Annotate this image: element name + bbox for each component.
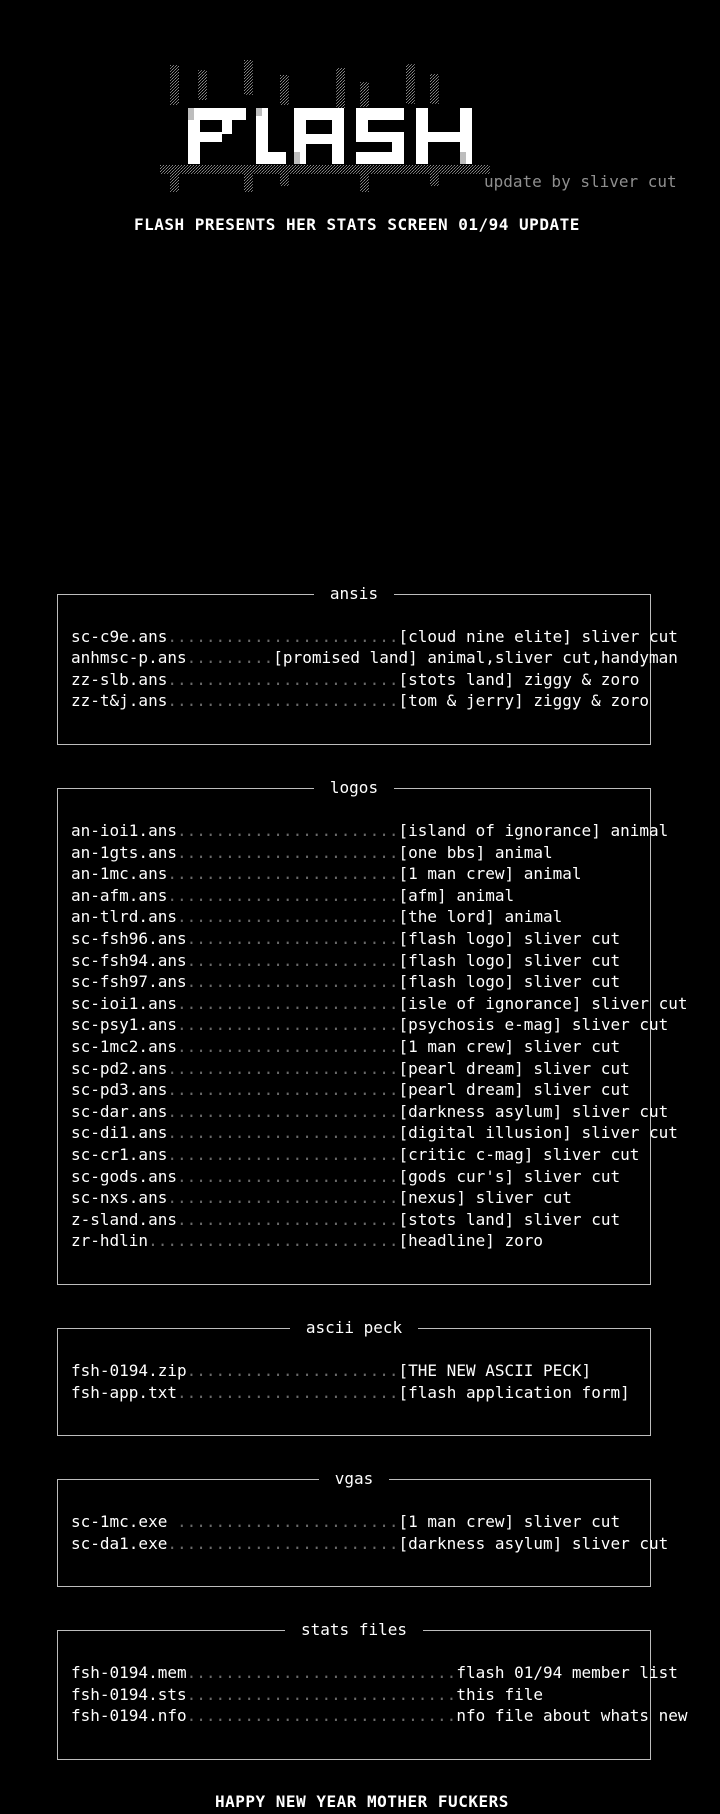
- list-item: [71, 821, 668, 841]
- file-name: zz-t&j.ans: [71, 691, 168, 710]
- file-name: an-1mc.ans: [71, 864, 168, 883]
- leader-dots: .........: [186, 648, 274, 667]
- list-item: [71, 972, 620, 992]
- leader-dots: ......................: [186, 951, 399, 970]
- file-name: fsh-0194.zip: [71, 1361, 187, 1380]
- file-description: [nexus] sliver cut: [398, 1188, 572, 1207]
- section-ansis: [57, 584, 678, 745]
- file-description: [pearl dream] sliver cut: [398, 1059, 630, 1078]
- list-item: [71, 843, 553, 863]
- file-description: [one bbs] animal: [398, 843, 553, 862]
- file-description: [flash logo] sliver cut: [398, 929, 621, 948]
- section-title: stats files: [285, 1620, 423, 1639]
- file-description: [flash logo] sliver cut: [398, 972, 621, 991]
- file-name: zz-slb.ans: [71, 670, 168, 689]
- leader-dots: .......................: [176, 1167, 399, 1186]
- file-description: [promised land] animal,sliver cut,handyman: [273, 648, 678, 667]
- leader-dots: ........................: [167, 627, 399, 646]
- leader-dots: ........................: [167, 691, 399, 710]
- file-description: [the lord] animal: [398, 907, 563, 926]
- list-item: [71, 1534, 668, 1554]
- file-name: sc-fsh96.ans: [71, 929, 187, 948]
- file-name: sc-di1.ans: [71, 1123, 168, 1142]
- leader-dots: ......................: [186, 1361, 399, 1380]
- file-description: [psychosis e-mag] sliver cut: [398, 1015, 669, 1034]
- file-name: sc-fsh94.ans: [71, 951, 187, 970]
- list-item: [71, 670, 639, 690]
- list-item: [71, 1015, 668, 1035]
- file-description: nfo file about whats new: [456, 1706, 688, 1725]
- list-item: [71, 1123, 678, 1143]
- section-title: ascii peck: [290, 1318, 418, 1337]
- leader-dots: .......................: [176, 907, 399, 926]
- file-name: anhmsc-p.ans: [71, 648, 187, 667]
- file-name: fsh-0194.mem: [71, 1663, 187, 1682]
- file-name: sc-psy1.ans: [71, 1015, 177, 1034]
- file-name: fsh-0194.sts: [71, 1685, 187, 1704]
- footer-message: HAPPY NEW YEAR MOTHER FUCKERS: [215, 1792, 509, 1811]
- file-description: [stots land] sliver cut: [398, 1210, 621, 1229]
- list-item: [71, 1383, 630, 1403]
- leader-dots: .......................: [176, 1383, 399, 1402]
- file-name: sc-1mc.exe: [71, 1512, 168, 1531]
- file-description: [pearl dream] sliver cut: [398, 1080, 630, 1099]
- leader-dots: ........................: [167, 1102, 399, 1121]
- section-title: vgas: [319, 1469, 390, 1488]
- list-item: [71, 1361, 591, 1381]
- list-item: [71, 1059, 630, 1079]
- file-name: an-afm.ans: [71, 886, 168, 905]
- file-description: [flash application form]: [398, 1383, 630, 1402]
- leader-dots: ......................: [186, 972, 399, 991]
- file-name: sc-fsh97.ans: [71, 972, 187, 991]
- leader-dots: ............................: [186, 1663, 457, 1682]
- page-headline: FLASH PRESENTS HER STATS SCREEN 01/94 UPDATE: [134, 215, 580, 234]
- file-description: [gods cur's] sliver cut: [398, 1167, 621, 1186]
- file-description: [afm] animal: [398, 886, 515, 905]
- file-name: sc-cr1.ans: [71, 1145, 168, 1164]
- file-name: zr-hdlin: [71, 1231, 149, 1250]
- file-description: [flash logo] sliver cut: [398, 951, 621, 970]
- file-description: [tom & jerry] ziggy & zoro: [398, 691, 649, 710]
- file-name: sc-ioi1.ans: [71, 994, 177, 1013]
- file-description: [critic c-mag] sliver cut: [398, 1145, 640, 1164]
- flash-logo: [160, 60, 500, 200]
- leader-dots: ........................: [167, 1080, 399, 1099]
- section-vgas: [57, 1469, 669, 1587]
- file-name: z-sland.ans: [71, 1210, 177, 1229]
- leader-dots: .......................: [176, 1037, 399, 1056]
- leader-dots: .......................: [176, 1210, 399, 1229]
- file-name: fsh-0194.nfo: [71, 1706, 187, 1725]
- leader-dots: ......................: [186, 929, 399, 948]
- list-item: [71, 1145, 639, 1165]
- update-credit: update by sliver cut: [484, 172, 677, 191]
- file-description: this file: [456, 1685, 544, 1704]
- list-item: [71, 627, 678, 647]
- file-description: [THE NEW ASCII PECK]: [398, 1361, 592, 1380]
- file-name: sc-pd2.ans: [71, 1059, 168, 1078]
- list-item: [71, 907, 562, 927]
- file-description: [island of ignorance] animal: [398, 821, 669, 840]
- file-name: sc-1mc2.ans: [71, 1037, 177, 1056]
- leader-dots: ........................: [167, 1123, 399, 1142]
- file-description: [cloud nine elite] sliver cut: [398, 627, 678, 646]
- list-item: [71, 886, 514, 906]
- section-logos: [57, 778, 688, 1285]
- list-item: [71, 994, 688, 1014]
- file-name: sc-pd3.ans: [71, 1080, 168, 1099]
- file-description: [isle of ignorance] sliver cut: [398, 994, 688, 1013]
- list-item: [71, 648, 678, 668]
- list-item: [71, 1210, 620, 1230]
- list-item: [71, 1512, 620, 1532]
- file-description: [1 man crew] animal: [398, 864, 582, 883]
- leader-dots: ........................: [167, 864, 399, 883]
- file-name: sc-dar.ans: [71, 1102, 168, 1121]
- file-name: fsh-app.txt: [71, 1383, 177, 1402]
- list-item: [71, 864, 582, 884]
- leader-dots: ............................: [186, 1685, 457, 1704]
- file-name: sc-gods.ans: [71, 1167, 177, 1186]
- list-item: [71, 1188, 572, 1208]
- leader-dots: ........................: [167, 1145, 399, 1164]
- leader-dots: .......................: [176, 1015, 399, 1034]
- file-description: [darkness asylum] sliver cut: [398, 1534, 669, 1553]
- file-name: sc-nxs.ans: [71, 1188, 168, 1207]
- file-description: [1 man crew] sliver cut: [398, 1512, 621, 1531]
- list-item: [71, 1037, 620, 1057]
- leader-dots: ........................: [167, 1188, 399, 1207]
- section-title: logos: [314, 778, 394, 797]
- file-description: [stots land] ziggy & zoro: [398, 670, 640, 689]
- file-description: [darkness asylum] sliver cut: [398, 1102, 669, 1121]
- leader-dots: ........................: [167, 670, 399, 689]
- file-description: [headline] zoro: [398, 1231, 544, 1250]
- leader-dots: .......................: [176, 994, 399, 1013]
- list-item: [71, 1080, 630, 1100]
- leader-dots: ........................: [167, 1534, 399, 1553]
- leader-dots: ........................: [167, 1059, 399, 1078]
- leader-dots: .......................: [176, 843, 399, 862]
- leader-dots: .......................: [176, 821, 399, 840]
- list-item: [71, 1167, 620, 1187]
- file-description: [digital illusion] sliver cut: [398, 1123, 678, 1142]
- leader-dots: .......................: [167, 1512, 399, 1531]
- file-name: sc-da1.exe: [71, 1534, 168, 1553]
- section-ascii-peck: [57, 1318, 651, 1436]
- list-item: [71, 951, 620, 971]
- file-name: sc-c9e.ans: [71, 627, 168, 646]
- leader-dots: ............................: [186, 1706, 457, 1725]
- leader-dots: ........................: [167, 886, 399, 905]
- list-item: [71, 1231, 543, 1251]
- section-stats-files: [57, 1620, 688, 1760]
- list-item: [71, 1706, 688, 1726]
- file-description: [1 man crew] sliver cut: [398, 1037, 621, 1056]
- list-item: [71, 1685, 543, 1705]
- list-item: [71, 1102, 668, 1122]
- file-name: an-1gts.ans: [71, 843, 177, 862]
- list-item: [71, 1663, 678, 1683]
- section-title: ansis: [314, 584, 394, 603]
- list-item: [71, 691, 649, 711]
- list-item: [71, 929, 620, 949]
- file-name: an-ioi1.ans: [71, 821, 177, 840]
- file-description: flash 01/94 member list: [456, 1663, 678, 1682]
- file-name: an-tlrd.ans: [71, 907, 177, 926]
- leader-dots: ..........................: [148, 1231, 399, 1250]
